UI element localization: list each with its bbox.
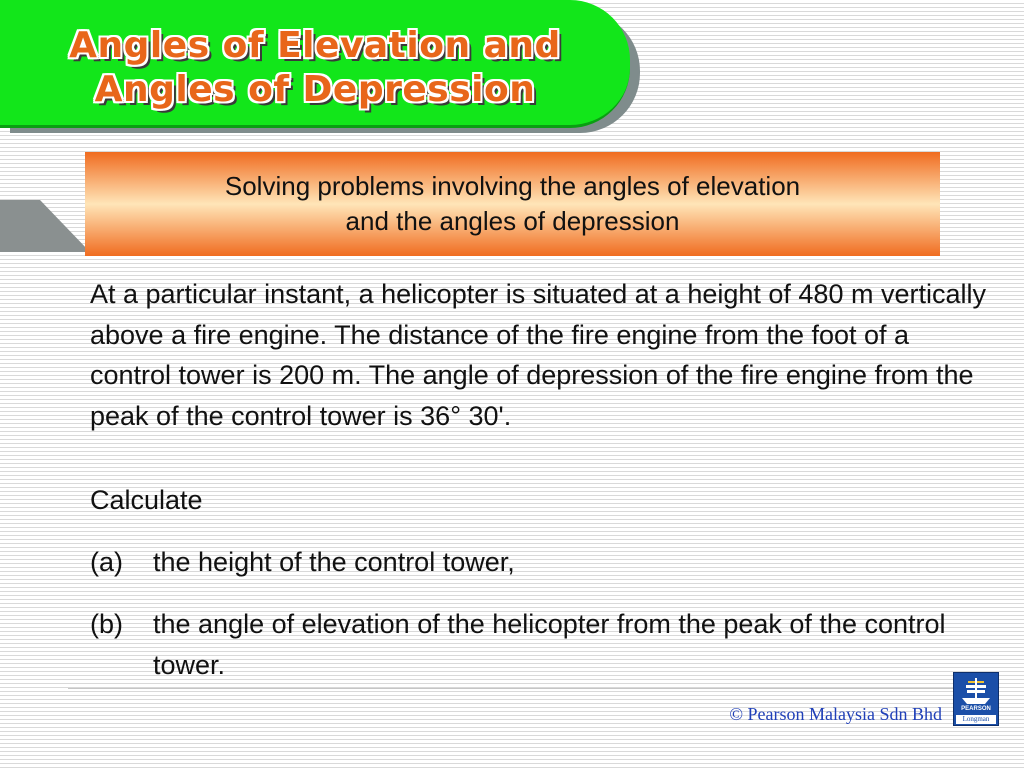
subtitle — [225, 169, 800, 239]
copyright-notice: © Pearson Malaysia Sdn Bhd — [729, 704, 942, 724]
ship-icon — [954, 675, 998, 707]
footer-divider — [68, 688, 978, 689]
question-part-a — [90, 542, 970, 583]
subtitle-line-2: and the angles of depression — [345, 206, 680, 236]
part-a-text: the height of the control tower, — [153, 547, 515, 577]
subtitle-line-1: Solving problems involving the angles of elevation — [224, 171, 801, 201]
pearson-longman-logo — [953, 672, 999, 726]
slide-title-line-1: Angles of Elevation and — [69, 25, 561, 66]
decorative-wedge — [0, 200, 90, 260]
part-b-label: (b) — [90, 609, 123, 639]
logo-text-pearson: PEARSON — [961, 706, 991, 712]
title-banner — [0, 0, 630, 128]
slide-title — [0, 24, 630, 112]
slide-title-line-2: Angles of Depression — [94, 69, 536, 110]
logo-text-longman: Longman — [956, 715, 996, 724]
question-part-b — [90, 604, 970, 685]
problem-statement: At a particular instant, a helicopter is situated at a height of 480 m vertically above a fire engine. The distance of the fire engine from the foot of a control tower is 200 m. The angle of depression of the fire engine from the peak of the control tower is 36° 30'. — [90, 279, 986, 431]
calculate-label: Calculate — [90, 485, 203, 515]
part-a-label: (a) — [90, 547, 123, 577]
part-b-text: the angle of elevation of the helicopter from the peak of the control tower. — [153, 609, 946, 680]
subtitle-box — [85, 152, 940, 256]
